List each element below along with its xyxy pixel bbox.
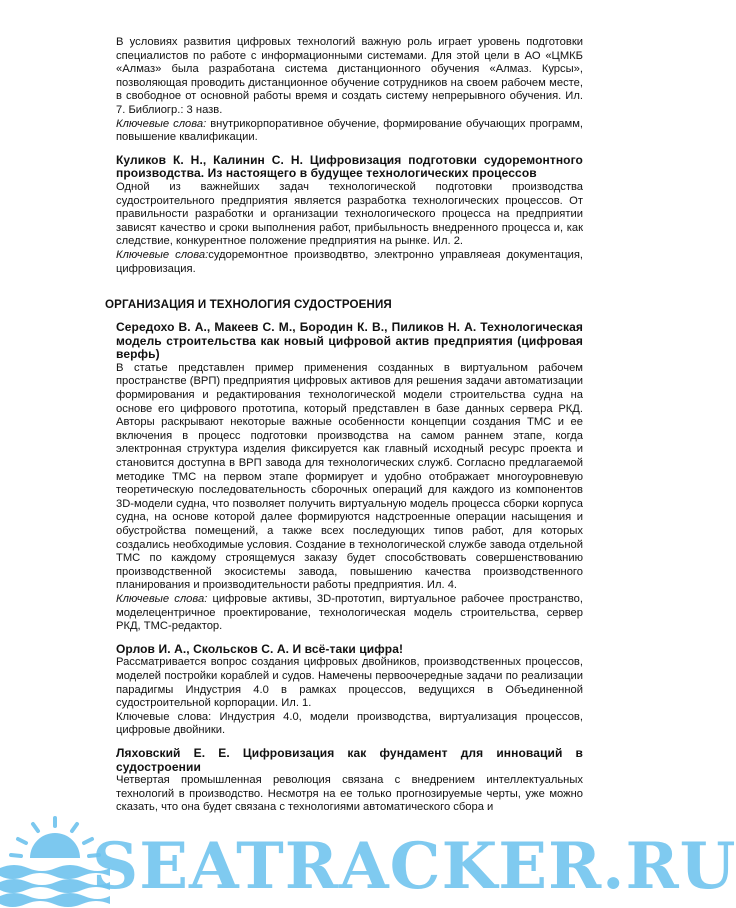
article-keywords-kulikov: [116, 249, 583, 276]
article-title-orlov: Орлов И. А., Скольсков С. А. И всё-таки цифра!: [116, 641, 404, 656]
article-title-seredokho: Середохо В. А., Макеев С. М., Бородин К. В., Пиликов Н. А. Технологическая модель строительства как новый цифровой актив предприятия (цифровая верфь): [116, 320, 583, 362]
article-abstract-orlov: Рассматривается вопрос создания цифровых двойников, производственных процессов, моделей постройки кораблей и судов. Намечены первоочередные задачи по реализации парадигмы Индустрия 4.0 в рамках процессов, ведущихся в Объединенной судостроительной корпорации. Ил. 1.: [116, 656, 583, 710]
article-keywords-label: Ключевые слова:: [116, 248, 209, 261]
article-title-lyakhovsky: Ляховский Е. Е. Цифровизация как фундамент для инноваций в судостроении: [116, 745, 583, 774]
article-abstract-seredokho: В статье представлен пример применения созданных в виртуальном рабочем пространстве (ВРП) предприятия цифровых активов для решения задачи автоматизации формирования и редактирования технологической модели строительства судна на основе его цифрового прототипа, который представлен в базе данных сервера РКД. Авторы раскрывают некоторые важные особенности концепции создания ТМС и ее включения в процесс подготовки производства на самом раннем этапе, когда электронная структура изделия фиксируется как главный исходный ресурс проекта и становится доступна в ВРП завода для технологических служб. Согласно предлагаемой методике ТМС на первом этапе формирует и удобно отображает многоуровневую теоретическую последовательность сборочных операций для каждого из компонентов 3D-модели судна, что позволяет получить виртуальную модель процесса сборки корпуса судна, на основе которой далее формируются надстроенные операции насыщения и обустройства помещений, а также всех последующих типов работ, для которых создались необходимые условия. Создание в технологической службе завода отдельной ТМС по каждому строящемуся заказу будет способствовать совершенствованию производственной экосистемы завода, повышению качества производственного планирования и производительности работы предприятия. Ил. 4.: [116, 361, 583, 592]
article-keywords-orlov: Ключевые слова: Индустрия 4.0, модели производства, виртуализация процессов, цифровые двойники.: [116, 710, 583, 737]
intro-abstract: В условиях развития цифровых технологий важную роль играет уровень подготовки специалистов по работе с информационными системами. Для этой цели в АО «ЦМКБ «Алмаз» была разработана система дистанционного обучения «Алмаз. Курсы», позволяющая проводить дистанционное обучение сотрудников на своем рабочем месте, в свободное от основной работы время и создать систему непрерывного обучения. Ил. 7. Библиогр.: 3 назв.: [116, 36, 583, 116]
article-abstract-kulikov: Одной из важнейших задач технологической подготовки производства судостроительного предприятия является разработка технологических процессов. От правильности разработки и организации технологического процесса на предприятии зависят качество и сроки выполнения работ, прибыльность внедренного процесса и, как следствие, конкурентное положение предприятия на рынке. Ил. 2.: [116, 180, 583, 248]
intro-keywords-label: Ключевые слова:: [116, 117, 207, 130]
intro-keywords-text: внутрикорпоративное обучение, формирование обучающих программ, повышение квалификации.: [116, 117, 583, 144]
article-keywords-seredokho: [116, 593, 583, 634]
article-abstract-lyakhovsky: Четвертая промышленная революция связана с внедрением интеллектуальных технологий в производство. Несмотря на ее только прогнозируемые черты, уже можно сказать, что она будет связана с технологиями автоматического сбора и: [116, 774, 583, 814]
article-title-kulikov: Куликов К. Н., Калинин С. Н. Цифровизация подготовки судоремонтного производства. Из настоящего в будущее технологических процессов: [116, 152, 583, 181]
article-keywords-label: Ключевые слова:: [116, 592, 208, 605]
article-keywords-text: цифровые активы, 3D-прототип, виртуальное рабочее пространство, моделецентричное проектирование, технологическая модель строительства, сервер РКД, ТМС-редактор.: [116, 592, 584, 633]
document-page: [105, 36, 584, 815]
watermark-text: SEATRACKER.RU: [92, 829, 736, 904]
article-keywords-text: судоремонтное производвтво, электронно управляеая документация, цифровизация.: [116, 248, 584, 275]
intro-keywords: [116, 118, 583, 145]
section-title: ОРГАНИЗАЦИЯ И ТЕХНОЛОГИЯ СУДОСТРОЕНИЯ: [105, 298, 392, 312]
